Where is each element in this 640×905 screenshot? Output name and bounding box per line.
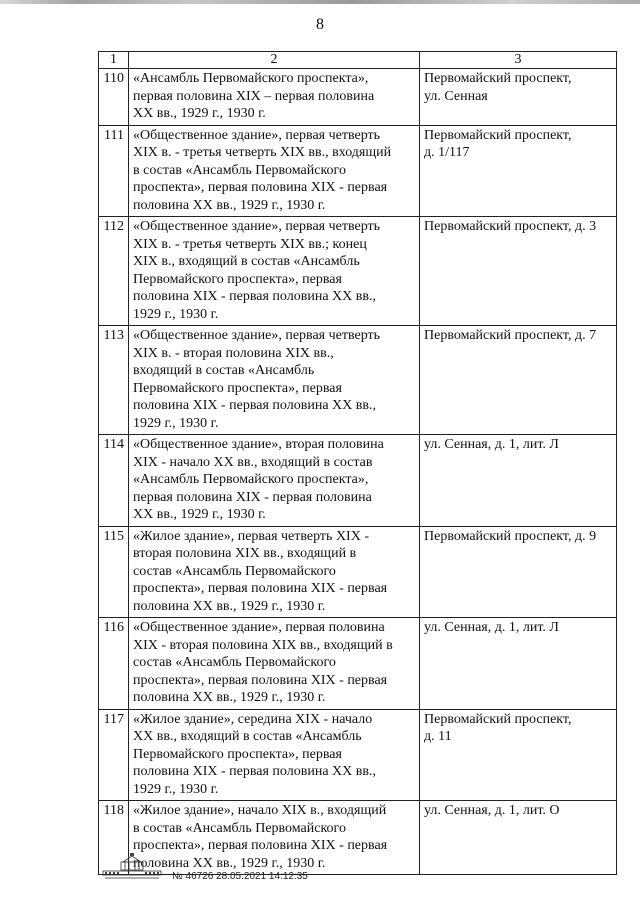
description-line: «Ансамбль Первомайского проспекта», [133,472,369,487]
document-registration-stamp: № 46726 28.05.2021 14:12:35 [172,871,308,882]
object-address [420,69,617,126]
description-line: в состав «Ансамбль Первомайского [133,162,346,178]
description-line: проспекта», первая половина XIX - первая [133,672,388,688]
description-line: половина XIX - первая половина XX вв., [133,398,376,413]
address-line: Первомайский проспект, [424,127,572,143]
object-description [129,526,420,618]
description-line: состав «Ансамбль Первомайского [133,563,336,579]
address-line: ул. Сенная, д. 1, лит. Л [424,437,559,452]
description-line: проспекта», первая половина XIX - первая [133,838,388,853]
scan-edge-artifact [0,0,640,4]
address-line: ул. Сенная, д. 1, лит. О [424,803,560,818]
object-address [420,526,617,618]
description-line: вторая половина XIX вв., входящий в [133,546,357,561]
table-row [99,69,617,126]
object-address [420,217,617,326]
description-line: XIX - вторая половина XIX вв., входящий в [133,637,393,653]
description-line: Первомайского проспекта», первая [133,380,342,396]
description-line: XX вв., 1929 г., 1930 г. [133,106,266,121]
object-description [129,326,420,435]
object-description [129,801,420,875]
object-description [129,217,420,326]
description-line: проспекта», первая половина XIX - первая [133,180,388,195]
row-number: 115 [99,526,129,618]
description-line: 1929 г., 1930 г. [133,306,219,322]
column-header-description: 2 [129,52,420,69]
address-line: Первомайский проспект, [424,711,572,727]
address-line: ул. Сенная, д. 1, лит. Л [424,620,559,635]
description-line: половина XIX - первая половина XX вв., [133,289,376,304]
description-line: в состав «Ансамбль Первомайского [133,820,346,836]
page-number: 8 [316,16,324,33]
object-description [129,709,420,801]
description-line: Первомайского проспекта», первая [133,746,342,762]
object-address [420,709,617,801]
address-line: Первомайский проспект, д. 7 [424,328,597,343]
description-line: «Общественное здание», первая четверть [133,127,381,143]
description-line: половина XX вв., 1929 г., 1930 г. [133,690,326,705]
object-address [420,326,617,435]
column-header-number: 1 [99,52,129,69]
object-description [129,435,420,527]
description-line: XX вв., 1929 г., 1930 г. [133,507,266,522]
address-line: Первомайский проспект, [424,71,572,86]
description-line: 1929 г., 1930 г. [133,415,219,431]
object-address [420,801,617,875]
description-line: «Жилое здание», первая четверть XIX - [133,528,369,544]
table-row [99,217,617,326]
description-line: XIX в. - третья четверть XIX вв.; конец [133,236,367,252]
description-line: XIX в. - третья четверть XIX вв., входящий [133,145,392,160]
row-number: 111 [99,125,129,217]
table-row [99,801,617,875]
row-number: 116 [99,618,129,710]
description-line: первая половина XIX - первая половина [133,489,372,505]
address-line: Первомайский проспект, д. 9 [424,528,597,544]
description-line: «Ансамбль Первомайского проспекта», [133,71,369,86]
table-row [99,326,617,435]
description-line: XIX в. - вторая половина XIX вв., [133,345,334,361]
table-row [99,709,617,801]
description-line: «Жилое здание», начало XIX в., входящий [133,803,387,818]
table-row [99,618,617,710]
government-emblem-icon [101,852,163,880]
object-description [129,125,420,217]
description-line: XIX - начало XX вв., входящий в состав [133,454,373,470]
row-number: 113 [99,326,129,435]
description-line: состав «Ансамбль Первомайского [133,655,336,670]
heritage-objects-table [98,51,617,875]
object-address [420,618,617,710]
row-number: 114 [99,435,129,527]
column-header-address: 3 [420,52,617,69]
object-description [129,618,420,710]
description-line: «Общественное здание», первая половина [133,620,385,635]
address-line: Первомайский проспект, д. 3 [424,219,597,234]
row-number: 110 [99,69,129,126]
address-line: д. 11 [424,729,452,744]
row-number: 117 [99,709,129,801]
description-line: проспекта», первая половина XIX - первая [133,581,388,596]
description-line: входящий в состав «Ансамбль [133,363,315,378]
table-row [99,435,617,527]
table-header-row [99,52,617,69]
description-line: Первомайского проспекта», первая [133,271,342,287]
row-number: 118 [99,801,129,875]
table-body [99,69,617,875]
table-row [99,125,617,217]
description-line: «Общественное здание», первая четверть [133,328,381,343]
table-row [99,526,617,618]
description-line: первая половина XIX – первая половина [133,88,375,104]
description-line: половина XIX - первая половина XX вв., [133,764,376,779]
row-number: 112 [99,217,129,326]
description-line: половина XX вв., 1929 г., 1930 г. [133,197,326,213]
object-address [420,435,617,527]
description-line: «Жилое здание», середина XIX - начало [133,711,373,727]
address-line: ул. Сенная [424,88,488,104]
description-line: «Общественное здание», вторая половина [133,437,384,452]
description-line: половина XX вв., 1929 г., 1930 г. [133,598,326,614]
object-address [420,125,617,217]
description-line: XX вв., входящий в состав «Ансамбль [133,729,362,744]
description-line: XIX в., входящий в состав «Ансамбль [133,254,360,269]
object-description [129,69,420,126]
description-line: «Общественное здание», первая четверть [133,219,381,234]
address-line: д. 1/117 [424,145,470,160]
description-line: 1929 г., 1930 г. [133,781,219,797]
description-line: половина XX вв., 1929 г., 1930 г. [133,855,326,871]
